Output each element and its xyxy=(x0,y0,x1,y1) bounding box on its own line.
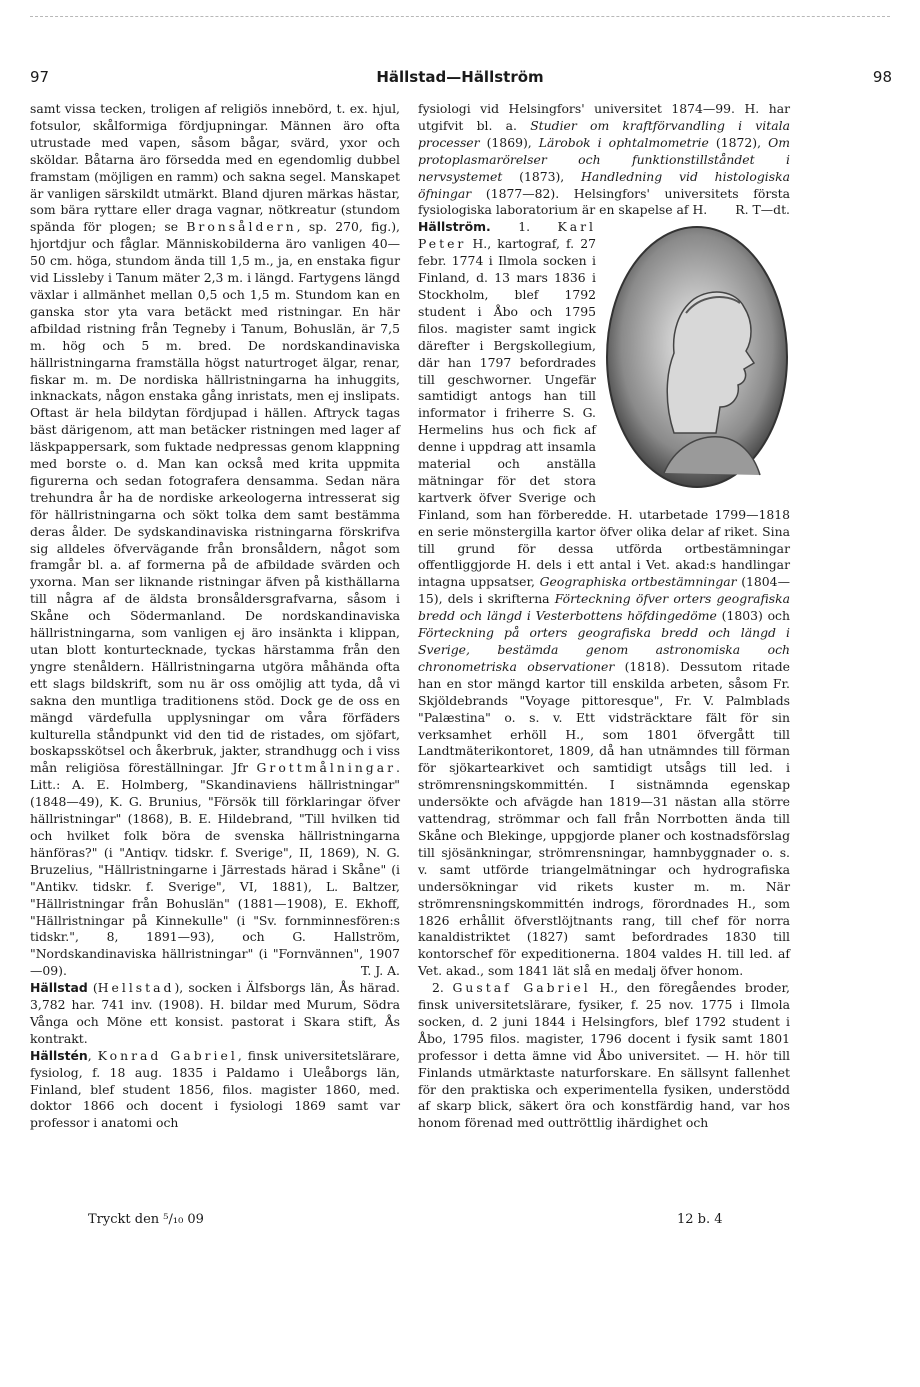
entry-hallstrom-gustaf: 2. Gustaf Gabriel H., den föregåendes broder, finsk universitetslärare, fysiker, f. 25 nov. 1775 i Ilmola socken, d. 2 juni 1844 i Helsingfors, blef 1792 student i Åbo, 1795 filos. magister, 1796 docent i fysik samt 1801 professor i detta ämne vid Åbo universitet. — H. hör till Finlands utmärktaste naturforskare. En sällsynt fallenhet för den praktiska och experimentella fysiken, understödd af skarp blick, säkert öra och konstfärdig hand, var hos honom förenad med outtröttlig ihärdighet och xyxy=(418,980,790,1131)
paragraph-hallristningar: samt vissa tecken, troligen af religiös innebörd, t. ex. hjul, fotsulor, skålformiga fördjupningar. Männen äro ofta utrustade med vapen, såsom bågar, svärd, yxor och sköldar. Båtarna äro försedda med en egendomlig dubbel framstam (möjligen en ramm) och sakna segel. Manskapet är vanligen särskildt utmärkt. Bland djuren märkas hästar, som bära ryttare eller draga vagnar, nötkreatur (stundom spända för plogen; se Bronsåldern, sp. 270, fig.), hjortdjur och fåglar. Människobilderna äro vanligen 40—50 cm. höga, stundom ända till 1,5 m., ja, en enstaka figur vid Lissleby i Tanum mäter 2,3 m. i längd. Fartygens längd växlar i allmänhet mellan 0,5 och 1,5 m. Stundom kan en ganska stor yta vara betäckt med ristningar. En här afbildad ristning från Tegneby i Tanum, Bohuslän, är 7,5 m. hög och 5 m. bred. De nordskandinaviska hällristningarna framställa högst naturtroget älgar, renar, fiskar m. m. De nordiska hällristningarna ha inhuggits, inknackats, någon enstaka gång inristats, men ej inslipats. Oftast är hela bildytan fördjupad i hällen. Aftryck tagas bäst därigenom, att man betäcker ristningen med lager af läskpappersark, som fuktade nedpressas genom klappning med borste o. d. Man kan också med krita uppmita figurerna och sedan fotografera densamma. Sedan nära trehundra år ha de nordiske arkeologerna intresserat sig för hällristningarna och sökt tolka dem samt bestämma deras ålder. De sydskandinaviska ristningarna förskrifva sig alldeles öfvervägande från bronsåldern, något som framgår bl. a. af formerna på de afbildade svärden och yxorna. Man ser liknande ristningar äfven på kisthällarna till några af de äldsta bronsåldersgrafvarna, såsom i Skåne och Södermanland. De nordskandinaviska hällristningarna, som vanligen ej äro insänkta i klippan, utan blott konturtecknade, tyckas härstamma från den yngre stenåldern. Hällristningarna utgöra måhända ofta ett slags bildskrift, som nu är oss omöjlig att tyda, då vi sakna den muntliga traditionens stöd. Dock ge de oss en mängd värdefulla upplysningar om våra förfäders kulturella ståndpunkt vid den tid de ristades, om sjöfart, boskapsskötsel och åkerbruk, jakter, strandhugg och i viss mån religiösa föreställningar. Jfr Grottmålningar. Litt.: A. E. Holmberg, "Skandinaviens hällristningar" (1848—49), K. G. Brunius, "Försök till förklaringar öfver hällristningar" (1868), B. E. Hildebrand, "Till hvilken tid och hvilket folk böra de svenska hällristningarna hänföras?" (i "Antiqv. tidskr. f. Sverige", II, 1869), N. G. Bruzelius, "Hällristningarne i Järrestads härad i Skåne" (i "Antikv. tidskr. f. Sverige", VI, 1881), L. Baltzer, "Hällristningar från Bohuslän" (1881—1908), E. Ekhoff, "Hällristningar på Kinnekulle" (i "Sv. fornminnesfören:s tidskr.", 8, 1891—93), och G. Hallström, "Nordskandinaviska hällristningar" (i "Fornvännen", 1907—09). T. J. A. xyxy=(30,101,400,979)
author-signature: R. T—dt. xyxy=(735,202,790,218)
top-rule xyxy=(30,16,890,17)
page-number-left: 97 xyxy=(30,68,50,86)
print-note: Tryckt den ⁵/₁₀ 09 xyxy=(88,1212,204,1227)
left-column xyxy=(30,101,400,1132)
entry-hallstad: Hällstad (Hellstad), socken i Älfsborgs län, Ås härad. 3,782 har. 741 inv. (1908). H. bildar med Murum, Södra Vånga och Möne ett konsist. pastorat i Skara stift, Ås kontrakt. xyxy=(30,980,400,1046)
running-header: Hällstad—Hällström xyxy=(376,68,544,86)
entry-hallsten-cont: fysiologi vid Helsingfors' universitet 1874—99. H. har utgifvit bl. a. Studier om kraftförvandling i vitala processer (1869), Lärobok i ophtalmometrie (1872), Om protoplasmarörelser och funktionstillståndet i nervsystemet (1873), Handledning vid histologiska öfningar (1877—82). Helsingfors' universitets första fysiologiska laboratorium är en skapelse af H. R. T—dt. xyxy=(418,101,790,218)
page-number-right: 98 xyxy=(872,68,892,86)
entry-hallstrom-karl: Hällström. 1. Karl Peter H., kartograf, f. 27 febr. 1774 i Ilmola socken i Finland, d. 13 mars 1836 i Stockholm, blef 1792 student i Åbo och 1795 filos. magister samt ingick därefter i Bergskollegium, där han 1797 befordrades till geschworner. Ungefär samtidigt antogs han till informator i friherre S. G. Hermelins hus och fick af denne i uppdrag att insamla material och anställa mätningar för det stora kartverk öfver Sverige och Finland, som han förberedde. H. utarbetade 1799—1818 en serie mönstergilla kartor öfver olika delar af riket. Sina till grund för dessa utförda ortbestämningar offentliggjorde H. dels i ett antal i Vet. akad:s handlingar intagna uppsatser, Geographiska ortbestämningar (1804—15), dels i skrifterna Förteckning öfver orters geografiska bredd och längd i Vesterbottens höfdingedöme (1803) och Förteckning på orters geografiska bredd och längd i Sverige, bestämda genom astronomiska och chronometriska observationer (1818). Dessutom ritade han en stor mängd kartor till enskilda arbeten, såsom Fr. Skjöldebrands "Voyage pittoresque", Fr. V. Palmblads "Palæstina" o. s. v. Ett vidsträcktare fält för sin verksamhet erhöll H., som 1801 öfvergått till Landtmäterikontoret, 1809, då han utnämndes till förman för sjökartearkivet och samtidigt utsågs till led. i strömrensningskommittén. I sistnämnda egenskap undersökte och afvägde han 1819—31 nästan alla större vattendrag, strömmar och fall från Norrbotten ända till Skåne och Blekinge, uppgjorde planer och kostnadsförslag till sjösänkningar, strömrensningar, hamnbyggnader o. s. v. samt utförde triangelmätningar och hydrografiska undersökningar vid rikets kuster m. m. När strömrensningskommittén indrogs, förordnades H., som 1826 erhållit öfverstlöjtnants rang, till chef för norra kanaldistriktet (1827) samt befordrades 1830 till kontorschef för expeditionerna. 1804 valdes H. till led. af Vet. akad., som 1841 lät slå en medalj öfver honom. xyxy=(418,219,790,979)
entry-headword: Hällstad xyxy=(30,980,88,996)
portrait-image xyxy=(604,223,790,491)
sheet-signature: 12 b. 4 xyxy=(677,1212,723,1227)
cross-reference: Bronsåldern xyxy=(186,219,297,235)
cross-reference: Grottmålningar xyxy=(256,760,397,776)
right-column xyxy=(418,101,790,1132)
entry-headword: Hällstén xyxy=(30,1047,88,1063)
author-signature: T. J. A. xyxy=(360,963,400,979)
entry-headword: Hällström. xyxy=(418,219,491,235)
entry-hallsten: Hällstén, Konrad Gabriel, finsk universitetslärare, fysiolog, f. 18 aug. 1835 i Paldamo i Uleåborgs län, Finland, blef student 1856, filos. magister 1860, med. doktor 1866 och docent i fysiologi 1869 samt var professor i anatomi och xyxy=(30,1047,400,1131)
